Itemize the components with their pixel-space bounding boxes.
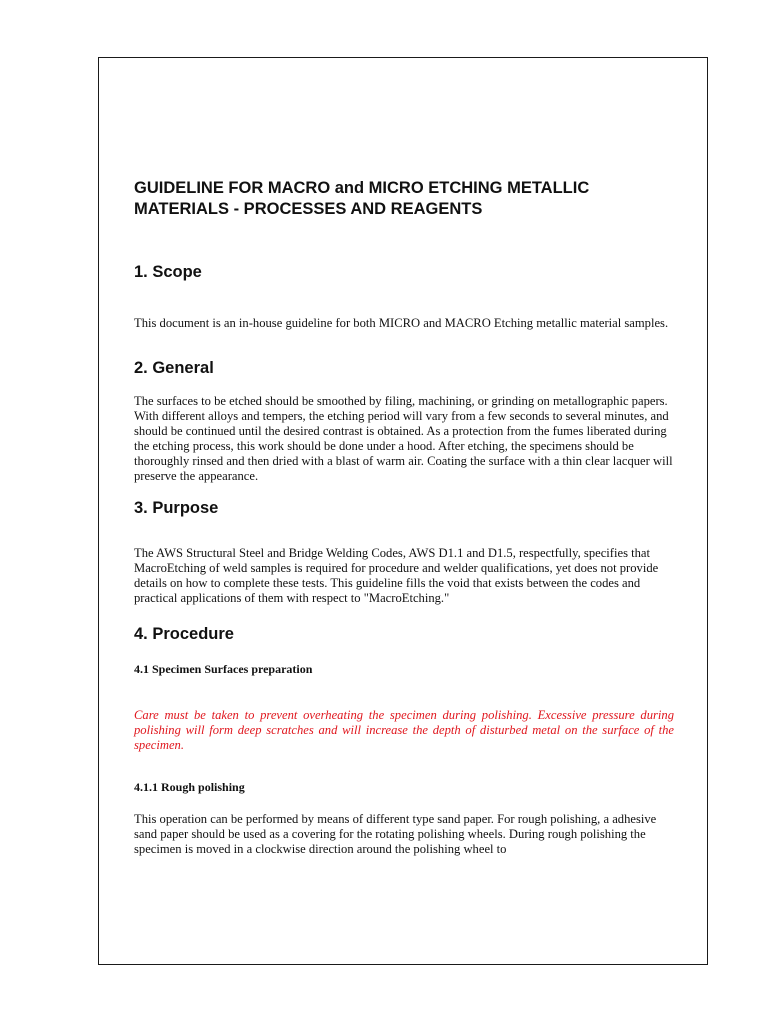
section-heading-scope: 1. Scope: [134, 263, 202, 281]
document-title: GUIDELINE FOR MACRO and MICRO ETCHING METALLIC MATERIALS - PROCESSES AND REAGENTS: [134, 179, 590, 218]
document-page: [98, 57, 708, 965]
subsection-heading-specimen-surfaces: 4.1 Specimen Surfaces preparation: [134, 662, 313, 676]
general-text: The surfaces to be etched should be smoothed by filing, machining, or grinding on metallographic papers. With different alloys and tempers, the etching period will vary from a few seconds to several minutes, and should be continued until the desired contrast is obtained. As a protection from the fumes liberated during the etching process, this work should be done under a hood. After etching, the specimens should be thoroughly rinsed and then dried with a blast of warm air. Coating the surface with a thin clear lacquer will preserve the appearance.: [134, 394, 673, 483]
warning-text: Care must be taken to prevent overheating the specimen during polishing. Excessive pressure during polishing will form deep scratches and will increase the depth of disturbed metal on the surface of the specimen.: [134, 708, 674, 752]
section-heading-general: 2. General: [134, 359, 214, 377]
purpose-text: The AWS Structural Steel and Bridge Welding Codes, AWS D1.1 and D1.5, respectfully, specifies that MacroEtching of weld samples is required for procedure and welder qualifications, yet does not provide details on how to complete these tests. This guideline fills the void that exists between the codes and practical applications of them with respect to "MacroEtching.": [134, 546, 659, 605]
rough-polishing-text: This operation can be performed by means of different type sand paper. For rough polishing, a adhesive sand paper should be used as a covering for the rotating polishing wheels. During rough polishing the specimen is moved in a clockwise direction around the polishing wheel to: [134, 812, 657, 856]
section-heading-purpose: 3. Purpose: [134, 499, 219, 517]
section-heading-procedure: 4. Procedure: [134, 625, 234, 643]
scope-text: This document is an in-house guideline for both MICRO and MACRO Etching metallic material samples.: [134, 316, 669, 330]
subsubsection-heading-rough-polishing: 4.1.1 Rough polishing: [134, 780, 245, 794]
